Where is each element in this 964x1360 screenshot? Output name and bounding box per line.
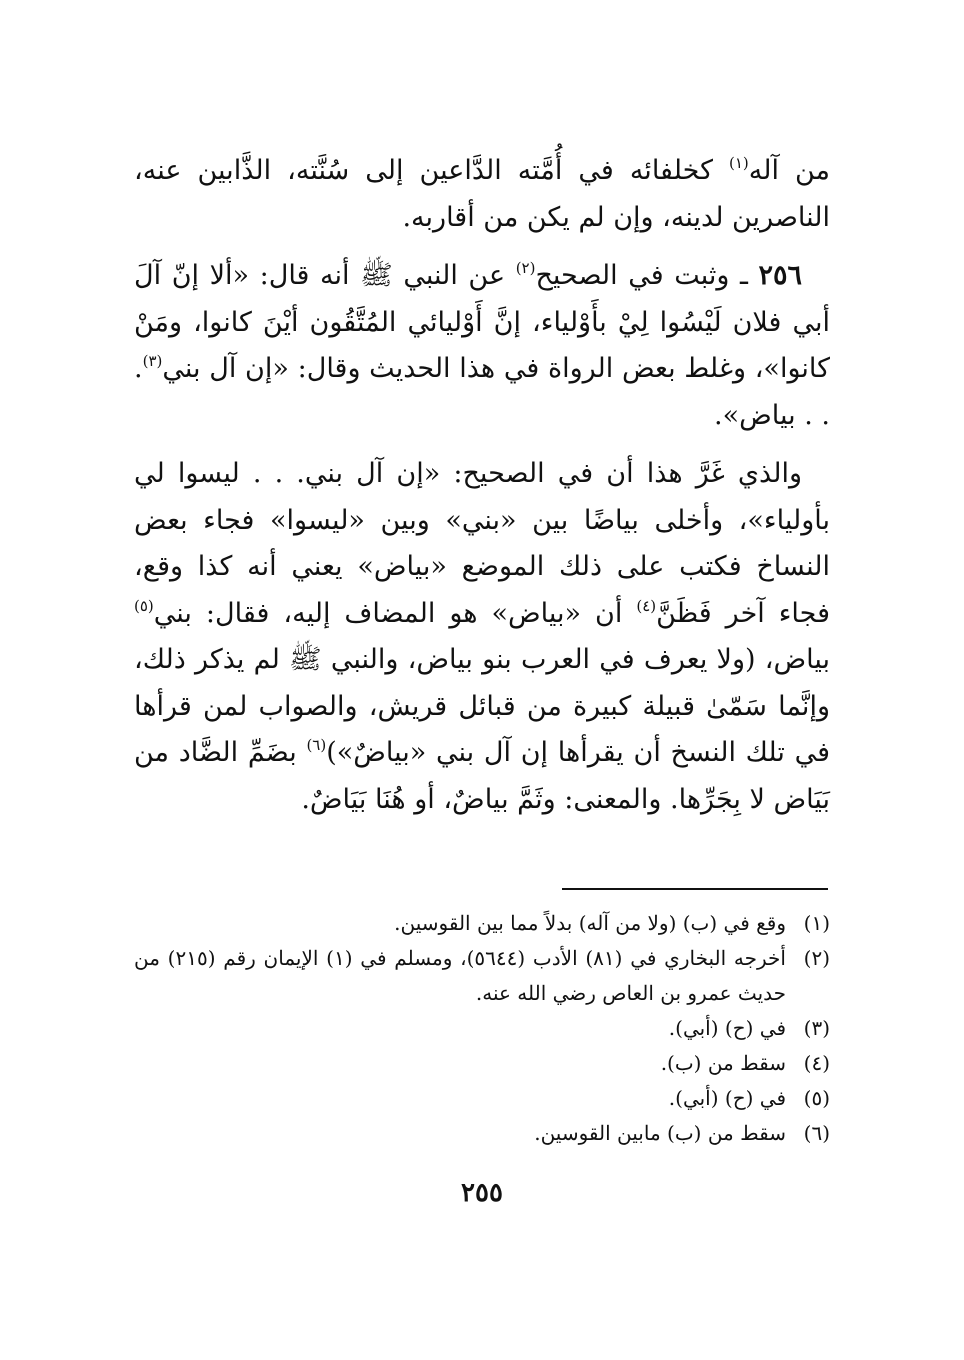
footnote <box>134 1011 830 1046</box>
footnote-reference: (٣) <box>142 352 163 370</box>
text-run: والذي غَرَّ هذا أن في الصحيح: «إن آل بني. . . ليسوا لي بأولياء»، وأخلى بياضًا بين «بني» وبين «ليسوا» فجاء بعض النساخ فكتب على ذلك الموضع «بياض» يعني أنه كذا وقع، فجاء آخر فَظَنَّ <box>134 458 830 629</box>
footnote-text: سقط من (ب). <box>660 1051 786 1075</box>
footnote <box>134 1081 830 1116</box>
paragraph-1 <box>134 148 830 241</box>
footnote-text: أخرجه البخاري في (٨١) الأدب (٥٦٤٤)، ومسلم في (١) الإيمان رقم (٢١٥) من حديث عمرو بن العاص رضي الله عنه. <box>134 946 786 1005</box>
footnote-text: في (ح) (أبي). <box>668 1086 786 1110</box>
footnote-reference: (٥) <box>134 596 154 615</box>
footnote-mark: (٦) <box>803 1121 830 1145</box>
paragraph-256 <box>134 253 830 439</box>
paragraph-number: ٢٥٦ <box>758 260 802 291</box>
footnote-reference: (٢) <box>515 259 536 277</box>
text-run: بضَمِّ الضَّاد من بَيَاض لا بِجَرِّها. والمعنى: وثَمَّ بياضٌ، أو هُنَا بَيَاضٌ. <box>134 737 830 815</box>
text-run: . . . بياض». <box>134 353 830 431</box>
footnote-mark: (٥) <box>803 1086 830 1110</box>
footnote-reference: (٦) <box>306 736 327 754</box>
footnote <box>134 906 830 941</box>
text-run: من آله <box>748 155 830 186</box>
footnote <box>134 1046 830 1081</box>
footnote-mark: (٣) <box>803 1016 830 1040</box>
footnote-mark: (٢) <box>803 946 830 970</box>
footnote-mark: (٤) <box>803 1051 830 1075</box>
footnote-reference: (١) <box>728 154 749 172</box>
main-text <box>134 148 830 835</box>
text-run: أن «بياض» هو المضاف إليه، فقال: بني <box>153 597 637 629</box>
text-run: ـ وثبت في الصحيح <box>535 260 759 291</box>
footnotes <box>134 906 830 1151</box>
footnote-text: سقط من (ب) مابين القوسين. <box>534 1121 786 1145</box>
text-run: كخلفائه في أُمَّته الدَّاعين إلى سُنَّته، الذَّابين عنه، الناصرين لدينه، وإن لم يكن من أقاربه. <box>134 155 830 233</box>
footnote-mark: (١) <box>803 911 830 935</box>
footnote-reference: (٤) <box>636 596 657 615</box>
text-run: بياض، (ولا يعرف في العرب بنو بياض، والنبي ﷺ لم يذكر ذلك، وإنَّما سَمّىٰ قبيلة كبيرة من قبائل قريش، والصواب لمن قرأها في تلك النسخ أن يقرأها إن آل بني «بياضٌ») <box>134 644 830 768</box>
page-number: ٢٥٥ <box>461 1178 503 1208</box>
footnote-text: وقع في (ب) (ولا من آله) بدلاً مما بين القوسين. <box>394 911 786 935</box>
paragraph-3 <box>134 451 830 823</box>
text-run: عن النبي ﷺ أنه قال: «ألا إنّ آلَ أبي فلان لَيْسُوا لِيْ بأَوْلياء، إنَّ أَوْليائي المُتَّقُون أيْنَ كانوا، ومَنْ كانوا»، وغلط بعض الرواة في هذا الحديث وقال: «إن آل بني <box>134 260 830 384</box>
footnote <box>134 1116 830 1151</box>
footnote-separator <box>562 888 828 890</box>
footnote-text: في (ح) (أبي). <box>668 1016 786 1040</box>
footnote <box>134 941 830 1011</box>
